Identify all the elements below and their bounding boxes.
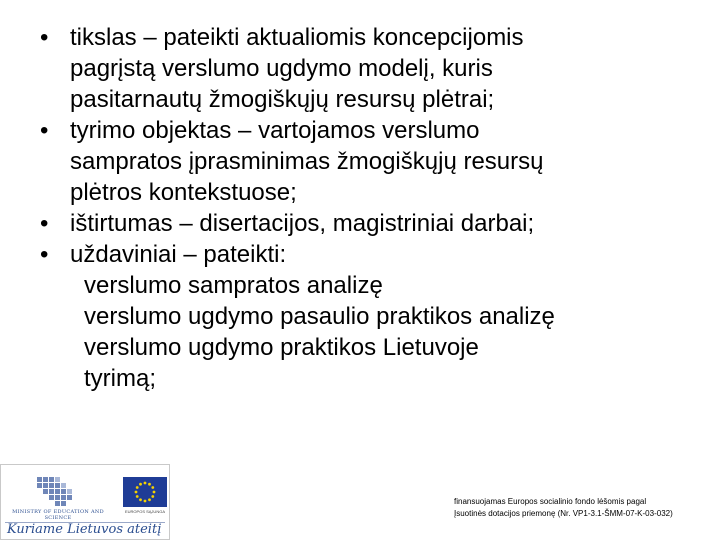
bullet-object — [40, 115, 700, 208]
bullet-tasks — [40, 239, 700, 394]
bullet-marker: • — [40, 210, 49, 237]
footer-logo — [0, 464, 170, 540]
bullet-text: uždaviniai – pateikti: — [70, 241, 287, 268]
funding-note — [454, 496, 716, 520]
task-line: tyrimą; — [84, 365, 156, 392]
bullet-marker: • — [40, 117, 49, 144]
ministry-emblem-icon — [35, 475, 77, 511]
bullet-text: tyrimo objektas – vartojamos verslumo sampratos įprasminimas žmogiškųjų resursų plėtros kontekstuose; — [70, 117, 544, 206]
bullet-marker: • — [40, 241, 49, 268]
task-list — [84, 270, 700, 394]
funding-line: finansuojamas Europos socialinio fondo lėšomis pagal — [454, 497, 647, 506]
task-line: verslumo sampratos analizę — [84, 272, 383, 299]
task-line: verslumo ugdymo praktikos Lietuvoje — [84, 334, 479, 361]
ministry-name: MINISTRY OF EDUCATION AND SCIENCE — [12, 509, 104, 521]
bullet-goal — [40, 22, 700, 115]
bullet-text: tikslas – pateikti aktualiomis koncepcijomis pagrįstą verslumo ugdymo modelį, kuris pasitarnautų žmogiškųjų resursų plėtrai; — [70, 24, 524, 113]
bullet-list — [40, 22, 700, 394]
bullet-marker: • — [40, 24, 49, 51]
task-line: verslumo ugdymo pasaulio praktikos analizę — [84, 303, 555, 330]
eu-caption: EUROPOS SĄJUNGA — [124, 509, 165, 514]
funding-line: Įsuotinės dotacijos priemonę (Nr. VP1-3.1-ŠMM-07-K-03-032) — [454, 509, 673, 518]
bullet-research-state — [40, 208, 700, 239]
logo-slogan: Kuriame Lietuvos ateitį — [7, 522, 162, 537]
bullet-text: ištirtumas – disertacijos, magistriniai darbai; — [70, 210, 535, 237]
eu-flag-icon — [123, 477, 167, 507]
